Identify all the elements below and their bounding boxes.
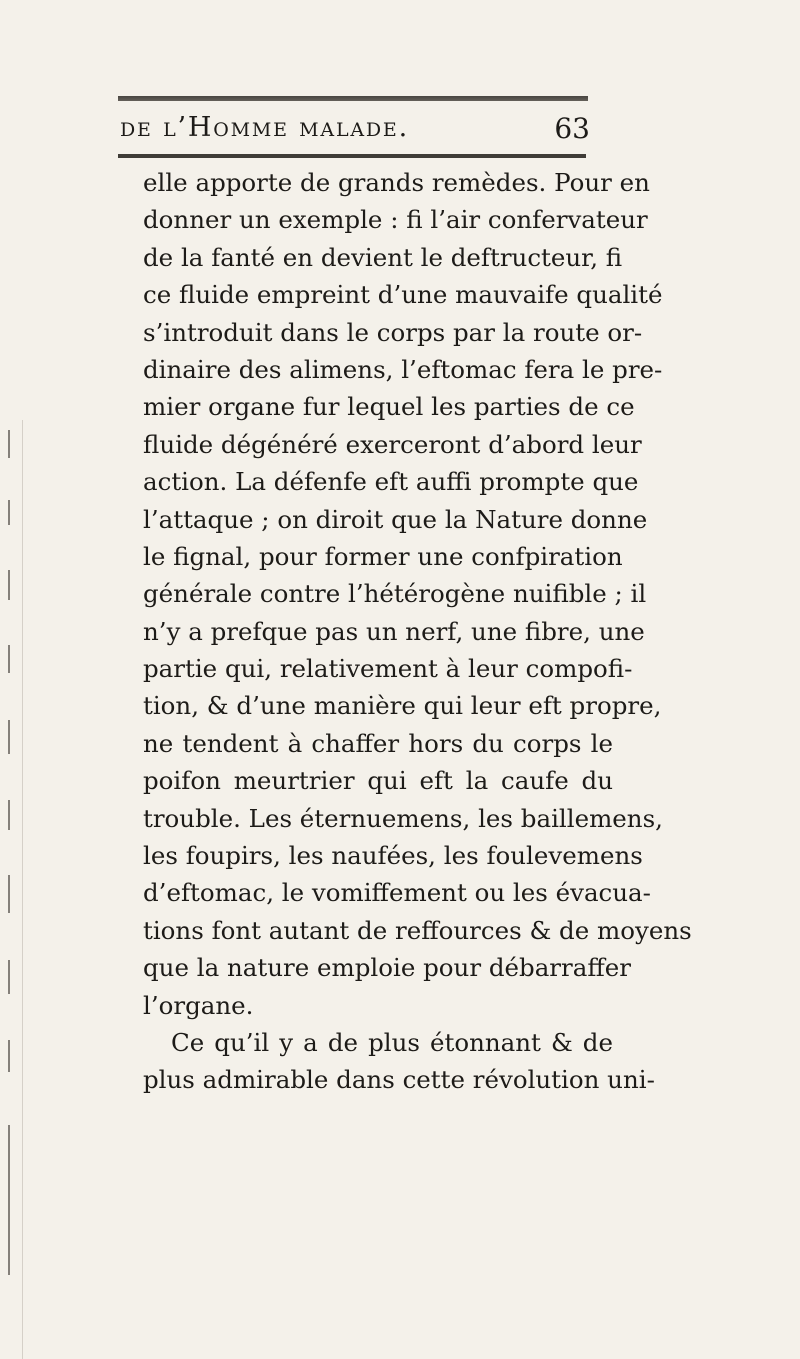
text-line: plus admirable dans cette révolution uni- <box>143 1065 655 1095</box>
text-line: de la fanté en devient le deftructeur, fi <box>143 242 623 272</box>
header-rule <box>118 154 586 158</box>
text-line: n’y a prefque pas un nerf, une fibre, une <box>143 616 645 646</box>
top-rule <box>118 96 588 101</box>
text-line: tion, & d’une manière qui leur eft propre, <box>143 691 662 721</box>
text-line: que la nature emploie pour débarraffer <box>143 953 631 983</box>
running-title: de l’Homme malade. <box>120 112 409 143</box>
page-number: 63 <box>554 112 590 145</box>
text-line: fluide dégénéré exerceront d’abord leur <box>143 429 642 459</box>
text-line: ce fluide empreint d’une mauvaife qualité <box>143 280 663 310</box>
text-line: s’introduit dans le corps par la route or- <box>143 317 643 347</box>
text-line: les foupirs, les naufées, les foulevemens <box>143 841 643 871</box>
text-line: dinaire des alimens, l’eftomac fera le pre- <box>143 354 663 384</box>
text-line: poifon meurtrier qui eft la caufe du <box>143 766 613 796</box>
text-line: d’eftomac, le vomiffement ou les évacua- <box>143 878 651 908</box>
text-line: mier organe fur lequel les parties de ce <box>143 392 635 422</box>
text-line: donner un exemple : fi l’air confervateur <box>143 205 648 235</box>
text-line: trouble. Les éternuemens, les baillemens, <box>143 803 663 833</box>
text-line: partie qui, relativement à leur compofi- <box>143 654 633 684</box>
body-text <box>143 164 692 1099</box>
text-line: le fignal, pour former une confpiration <box>143 541 623 571</box>
left-margin-binding <box>0 420 23 1359</box>
text-line: ne tendent à chaffer hors du corps le <box>143 728 613 758</box>
text-line: générale contre l’hétérogène nuifible ; il <box>143 579 647 609</box>
text-line: l’organe. <box>143 990 254 1020</box>
running-head <box>120 112 600 152</box>
text-line: l’attaque ; on diroit que la Nature donne <box>143 504 648 534</box>
text-line: Ce qu’il y a de plus étonnant & de <box>171 1027 613 1057</box>
text-line: elle apporte de grands remèdes. Pour en <box>143 168 650 197</box>
text-line: tions font autant de reffources & de moyens <box>143 915 692 945</box>
text-line: action. La défenfe eft auffi prompte que <box>143 467 639 497</box>
